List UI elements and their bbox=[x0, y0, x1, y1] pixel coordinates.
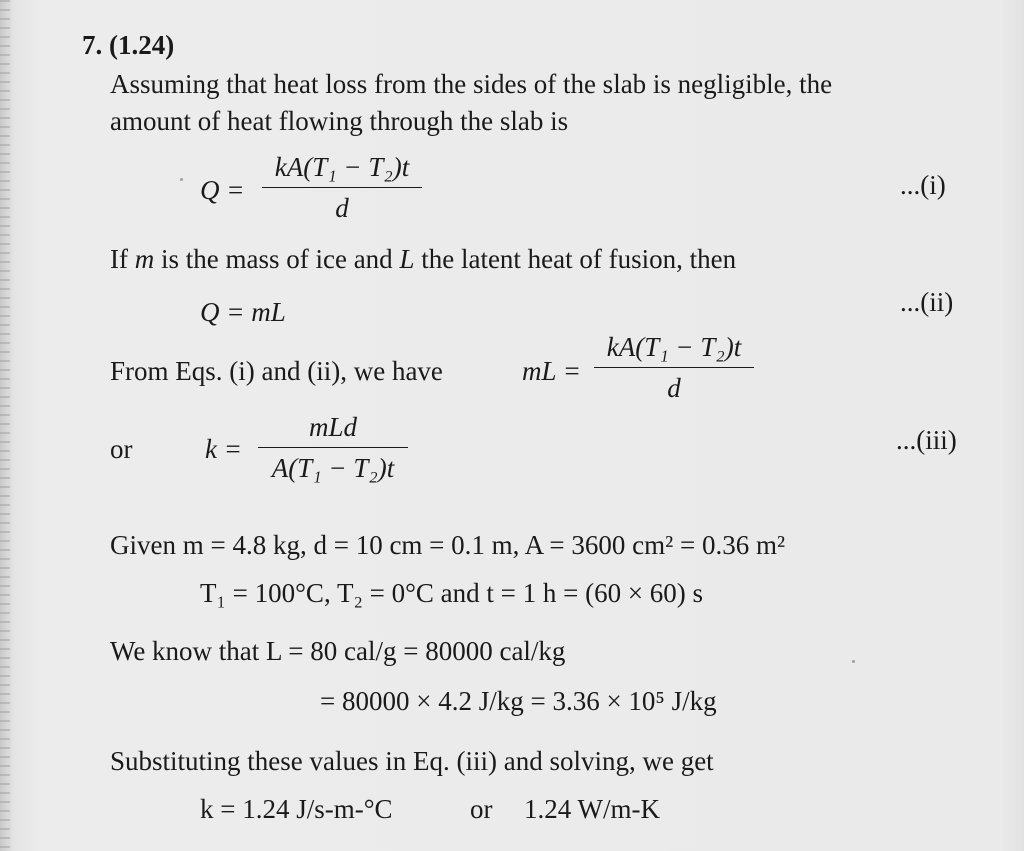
result-or: or bbox=[470, 794, 493, 824]
given-line-2: T₁ = 100°C, T₂ = 0°C and t = 1 h = (60 × 60) s bbox=[200, 578, 704, 608]
mass-line-m: m bbox=[134, 244, 155, 274]
latent-line-2: = 80000 × 4.2 J/kg = 3.36 × 10⁵ J/kg bbox=[320, 686, 717, 716]
combined-lead: From Eqs. (i) and (ii), we have bbox=[110, 356, 443, 386]
problem-heading bbox=[82, 30, 174, 61]
scan-speck bbox=[180, 178, 183, 181]
eq1-fraction-bar bbox=[262, 187, 422, 188]
eq3-fraction-bar bbox=[258, 447, 408, 448]
given-line-1: Given m = 4.8 kg, d = 10 cm = 0.1 m, A = 3600 cm² = 0.36 m² bbox=[110, 530, 786, 560]
problem-number: 7. bbox=[82, 30, 103, 60]
problem-answer: (1.24) bbox=[109, 30, 175, 60]
eq3-fraction bbox=[258, 410, 408, 485]
mass-line-p3: the latent heat of fusion, then bbox=[414, 244, 737, 274]
intro-line-1: Assuming that heat loss from the sides of the slab is negligible, the bbox=[110, 69, 833, 99]
mass-line bbox=[110, 244, 736, 275]
latent-line-1: We know that L = 80 cal/g = 80000 cal/kg bbox=[110, 636, 566, 666]
eq2-text: Q = mL bbox=[200, 297, 286, 327]
eq3-or: or bbox=[110, 434, 133, 464]
conclusion-line: Substituting these values in Eq. (iii) and solving, we get bbox=[110, 746, 714, 776]
combined-fraction bbox=[594, 330, 754, 405]
mass-line-p2: is the mass of ice and bbox=[154, 244, 400, 274]
eq1-lhs: Q = bbox=[200, 175, 245, 205]
eq2-ref: ...(ii) bbox=[900, 287, 954, 317]
eq1-ref: ...(i) bbox=[900, 170, 946, 200]
eq1-denominator: d bbox=[335, 193, 349, 223]
eq3-ref: ...(iii) bbox=[896, 425, 957, 455]
combined-lhs: mL = bbox=[522, 356, 581, 386]
page-edge-shadow bbox=[0, 0, 10, 851]
mass-line-L: L bbox=[399, 244, 415, 274]
eq1-fraction bbox=[262, 150, 422, 225]
combined-fraction-bar bbox=[594, 367, 754, 368]
result-watts: 1.24 W/m-K bbox=[524, 794, 660, 824]
combined-numerator: kA(T₁ − T₂)t bbox=[606, 332, 742, 362]
result-joules: k = 1.24 J/s-m-°C bbox=[200, 794, 393, 824]
eq3-numerator: mLd bbox=[308, 412, 357, 442]
scan-speck bbox=[852, 660, 855, 663]
intro-line-2: amount of heat flowing through the slab is bbox=[110, 106, 569, 136]
combined-denominator: d bbox=[667, 373, 681, 403]
eq3-denominator: A(T₁ − T₂)t bbox=[271, 453, 395, 483]
mass-line-p1: If bbox=[110, 244, 135, 274]
eq3-lhs: k = bbox=[205, 434, 242, 464]
eq1-numerator: kA(T₁ − T₂)t bbox=[274, 152, 410, 182]
